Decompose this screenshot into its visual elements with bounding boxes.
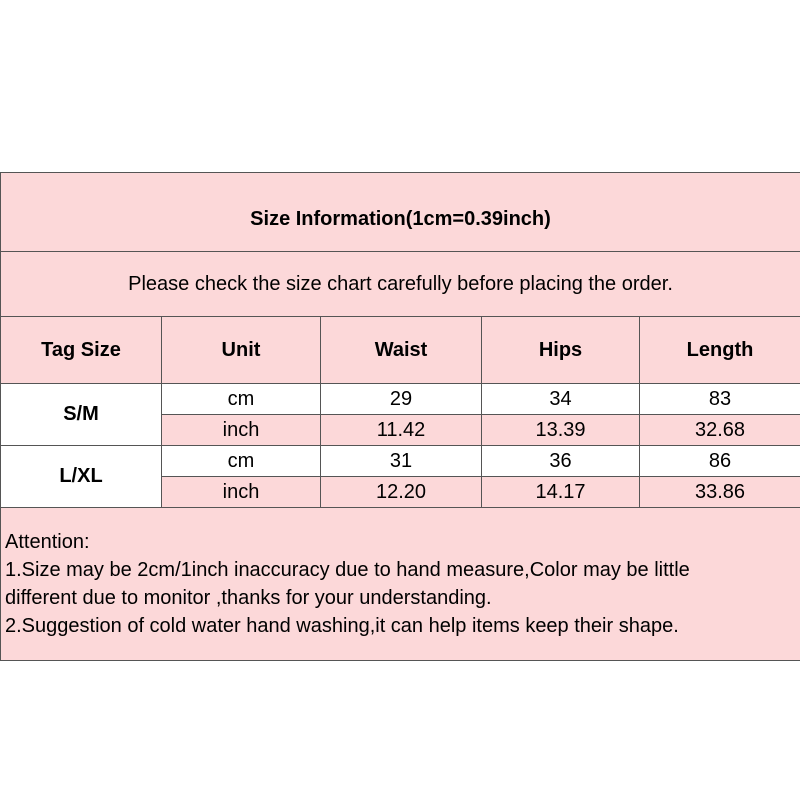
table-subtitle: Please check the size chart carefully before placing the order. [1, 252, 800, 317]
hips-cell: 34 [482, 384, 640, 415]
header-waist: Waist [321, 317, 482, 384]
waist-cell: 12.20 [321, 477, 482, 508]
table-title: Size Information(1cm=0.39inch) [1, 173, 800, 252]
unit-cell: cm [162, 446, 321, 477]
unit-cell: inch [162, 415, 321, 446]
hips-cell: 36 [482, 446, 640, 477]
waist-cell: 29 [321, 384, 482, 415]
size-chart-table [0, 172, 800, 661]
attention-line: different due to monitor ,thanks for your understanding. [5, 587, 492, 609]
waist-cell: 11.42 [321, 415, 482, 446]
unit-cell: inch [162, 477, 321, 508]
header-row [1, 317, 800, 384]
length-cell: 33.86 [640, 477, 800, 508]
attention-line: 1.Size may be 2cm/1inch inaccuracy due to hand measure,Color may be little [5, 559, 690, 581]
waist-cell: 31 [321, 446, 482, 477]
subtitle-row [1, 252, 800, 317]
unit-cell: cm [162, 384, 321, 415]
table-row [1, 384, 800, 415]
header-unit: Unit [162, 317, 321, 384]
tag-size-cell: L/XL [1, 446, 162, 508]
header-length: Length [640, 317, 800, 384]
length-cell: 32.68 [640, 415, 800, 446]
header-hips: Hips [482, 317, 640, 384]
tag-size-cell: S/M [1, 384, 162, 446]
title-row [1, 173, 800, 252]
attention-row [1, 508, 800, 661]
length-cell: 83 [640, 384, 800, 415]
table-row [1, 446, 800, 477]
header-tag-size: Tag Size [1, 317, 162, 384]
attention-notes [1, 508, 800, 661]
length-cell: 86 [640, 446, 800, 477]
hips-cell: 13.39 [482, 415, 640, 446]
attention-heading: Attention: [5, 531, 90, 553]
hips-cell: 14.17 [482, 477, 640, 508]
attention-line: 2.Suggestion of cold water hand washing,it can help items keep their shape. [5, 615, 679, 637]
